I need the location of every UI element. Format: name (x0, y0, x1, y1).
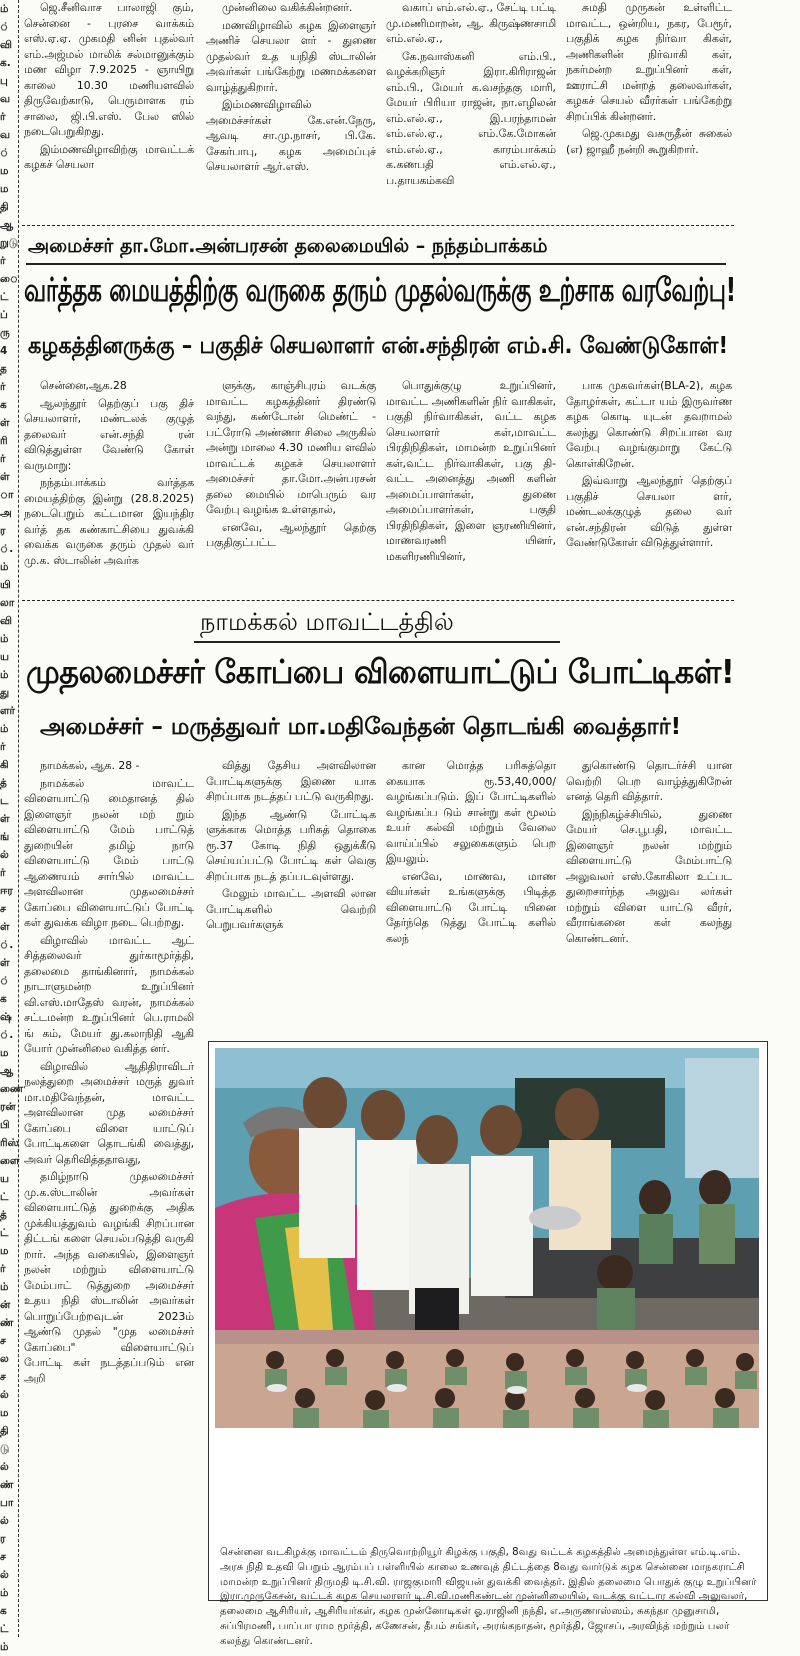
cut-text-fragment: ர (0, 1533, 6, 1545)
story1-kicker: அமைச்சர் தா.மோ.அன்பரசன் தலைமையில் – நந்தம்பாக்கம் (28, 235, 548, 257)
top-col-1 (24, 0, 194, 200)
cut-text-fragment: 4 (0, 345, 8, 357)
paragraph: வித்து தேசிய அளவிலான போட்டிகளுக்கு இணை யாக சிறப்பாக நடத்தப் பட்டு வருகிறது. (206, 759, 376, 803)
cut-text-fragment: பி (0, 1119, 10, 1131)
cut-text-fragment: க (0, 1605, 7, 1617)
cut-text-fragment: பு (0, 75, 8, 87)
paragraph: விழாவில் மாவட்ட ஆட் சித்தலைவர் துர்காமூர்த்தி, தலைமை தாங்கினார், நாமக்கல் நாடாளுமன்ற உறுப்பினர் வி.எஸ்.மாதேஸ் வரன், நாமக்கல் சட்டமன்ற உறுப்பினர் பெ.ராமலி ங் கம், மேயர் து.கலாநிதி ஆகி யோர் முன்னிலை வகித்த னர். (24, 933, 194, 1055)
cut-text-fragment: ம் (0, 561, 9, 573)
cut-text-fragment: ரி (0, 435, 8, 447)
cut-text-fragment: தி (0, 201, 9, 213)
cut-text-fragment: ர் (0, 453, 6, 465)
paragraph: பொதுக்குழு உறுப்பினர், மாவட்ட அணிகளின் நிர் வாகிகள், பகுதி நிர்வாகிகள், வட்ட கழக செயலாளர் கள்,மாவட்ட பிரதிநிதிகள், மாமன்ற உறுப்பினர் கள்,வட்ட நிர்வாகிகள், பகு தி-வட்ட அனைத்து அணி களின் அமைப்பாளர்கள், துணை அமைப்பாளர்கள், பகுதி பிரதிநிதிகள், இளை ஞரணியினர், மாணவரணி யினர், மகளிரணியினர், (386, 379, 556, 563)
paragraph: தமிழ்நாடு முதலமைச்சர் மு.க.ஸ்டாலின் அவர்கள் விளையாட்டுத் துறைக்கு அதிக முக்கியத்துவம் வழங்கி சிறப்பான திட்டங் களை செயல்படுத்தி வருகி றார். அந்த வகையில், இளைஞர் நலன் மற்றும் விளையாட்டு மேம்பாட் டுத்துறை அமைச்சர் உதய நிதி ஸ்டாலின் அவர்கள் பொறுப்பேற்றவுடன் 2023ம் ஆண்டு முதல் "முத லமைச்சர் கோப்பை" விளையாட்டுப் போட்டி கள் நடத்தப்படும் என அறி (24, 1170, 194, 1385)
cut-text-fragment: ர் (0, 255, 6, 267)
cut-text-fragment: ய (0, 1173, 10, 1185)
cut-text-fragment: ட் (0, 1623, 9, 1635)
cut-text-fragment: ரன் (0, 1101, 16, 1113)
cut-text-fragment: ் (0, 147, 10, 159)
paragraph: இம்மணவிழாவில் அமைச்சர்கள் கே.என்.நேரு, ஆவடி சா.மு.நாசர், பி.கே. சேகர்பாபு, கழக அமைப்புச் செயலாளர் ஆர்.எஸ். (206, 98, 376, 173)
cut-text-fragment: வ (0, 129, 11, 141)
cut-text-fragment: ள் (0, 417, 10, 429)
cut-text-fragment: ளர் (0, 705, 15, 717)
cut-text-fragment: த் (0, 1209, 7, 1221)
cut-text-fragment: அ (0, 507, 12, 519)
cut-text-fragment: டு (0, 1443, 10, 1455)
cut-text-fragment: ள் (0, 921, 10, 933)
paragraph: நாமக்கல் மாவட்ட விளையாட்டு மைதானத் தில் இளைஞர் நலன் மற் றும் விளையாட்டு மேம் பாட்டுத் துறையின் தமிழ் நாடு விளையாட்டு மேம் பாட்டு ஆணையம் சார்பில் மாவட்ட அளவிலான முதலமைச்சர் கோப்பை விளையாட்டுப் போட்டி கள் துவக்க விழா நடை பெற்றது. (24, 776, 194, 929)
cut-text-fragment: து (0, 687, 10, 699)
story2-kicker: நாமக்கல் மாவட்டத்தில் (200, 608, 454, 636)
story2-col-1 (24, 758, 194, 1633)
cut-text-fragment: றுடு (0, 237, 19, 249)
cut-text-fragment: ட் (0, 291, 9, 303)
cut-text-fragment: ச (0, 1551, 6, 1563)
cut-text-fragment: ஆ (0, 1065, 14, 1077)
story1-col-1 (24, 378, 194, 588)
story2-col-2 (206, 758, 376, 1028)
paragraph: இவ்வாறு ஆலந்தூர் தெற்குப் பகுதிச் செயலா ளர், மண்டலக்குழுத் தலை வர் என்.சந்திரன் விடுத் துள்ள வேண்டுகோள் விடுத்துள்ளார். (566, 474, 732, 549)
story2-col-4 (566, 758, 732, 1028)
paragraph: ஆலந்தூர் தெற்குப் பகு திச் செயலாளர், மண்டலக் குழுத் தலைவர் என்.சந்தி ரன் விடுத்துள்ள வேண்டு கோள் வருமாறு: (24, 396, 194, 472)
story1-col-2 (206, 378, 376, 588)
paragraph: சுமதி முருகன் உள்ளிட்ட மாவட்ட, ஒன்றிய, நகர, பேரூர், பகுதிக் கழக நிர்வா கிகள், அணிகளின் நிர்வாகி கள், நகர்மன்ற உறுப்பினர் கள், ஊராட்சி மன்றத் தலைவர்கள், கழகச் செயல் வீரர்கள் பங்கேற்று சிறப்பிக் கின்றனர். (566, 1, 732, 123)
cut-text-fragment: ரு (0, 327, 10, 339)
kicker-underline (194, 641, 560, 643)
cut-text-fragment: வி (0, 615, 12, 627)
paragraph: நாமக்கல், ஆக. 28 - (40, 759, 140, 772)
cut-text-fragment: ல் (0, 1569, 9, 1581)
photo-frame (208, 1041, 768, 1601)
cut-text-fragment: ல் (0, 1389, 9, 1401)
cut-text-fragment: ம (0, 1047, 9, 1059)
cut-text-fragment: ். (0, 543, 14, 555)
paragraph: இந்நிகழ்ச்சியில், துணை மேயர் செ.பூபதி, மாவட்ட இளைஞர் நலன் மற்றும் விளையாட்டு மேம்பாட்டு அலுவலர் எஸ்.கோகிலா உட்பட துறைசார்ந்த அலுவ லர்கள் மற்றும் விளை யாட்டு வீரர், வீராங்கனை கள் கலந்து கொண்டனர். (566, 807, 732, 945)
cut-text-fragment: ட் (0, 1191, 9, 1203)
story1-headline: வர்த்தக மையத்திற்கு வருகை தரும் முதல்வருக்கு உற்சாக வரவேற்பு! (24, 270, 736, 309)
left-cut-column (0, 0, 24, 1653)
kicker-underline (26, 263, 726, 265)
paragraph: கே.நவாஸ்கனி எம்.பி., வழக்கறிஞர் இரா.கிரிராஜன் எம்.பி., மேயர் க.வசந்தகு மாரி, மேயர் பிரியா ராஜன், நா.எழிலன் எம்.எல்.ஏ., இ.பரந்தாமன் எம்.எல்.ஏ., எம்.கே.மோகன் எம்.எல்.ஏ., காரம்பாக்கம் க.கணபதி எம்.எல்.ஏ., ப.தாயகம்கவி (386, 49, 556, 187)
cut-text-fragment: ர் (0, 867, 6, 879)
cut-text-fragment: ணை (0, 1083, 24, 1095)
cut-text-fragment: ர் (0, 1263, 6, 1275)
cut-text-fragment: ய (0, 651, 10, 663)
story2-col-3 (386, 758, 556, 1028)
cut-text-fragment: ர் (0, 111, 6, 123)
cut-text-fragment: கி (0, 759, 9, 771)
cut-text-fragment: ம் (0, 1641, 9, 1653)
cut-text-fragment: ர் (0, 741, 6, 753)
cut-text-fragment: ம (0, 1245, 9, 1257)
paragraph: இம்மணவிழாவிற்கு மாவட்டக் கழகச் செயலா (24, 142, 194, 171)
cut-text-fragment: லா (0, 597, 15, 609)
paragraph: துகொண்டு தொடர்ச்சி யான வெற்றி பெற வாழ்த்துகிறேன் எனத் தெரி வித்தார். (566, 759, 732, 803)
cut-text-fragment: ஆ (0, 219, 14, 231)
cut-text-fragment: ப் (0, 309, 8, 321)
cut-text-fragment: ் (0, 21, 10, 33)
cut-text-fragment: ஈர (0, 885, 13, 897)
top-col-2 (206, 0, 376, 200)
story2-subhead: அமைச்சர் – மருத்துவர் மா.மதிவேந்தன் தொடங்கி வைத்தார்! (40, 714, 682, 740)
cut-text-fragment: ள் (0, 471, 10, 483)
paragraph: நந்தம்பாக்கம் வர்த்தக மையத்திற்கு இன்று (28.8.2025) நடைபெறும் கட்டமான இயந்திர வர்த் தக கண்காட்சியை துவக்கி வைக்க வருகை தரும் முதல் வர் மு.க. ஸ்டாலின் அவர்க (24, 476, 194, 567)
cut-text-fragment: த் (0, 777, 7, 789)
cut-text-fragment: வி (0, 39, 12, 51)
cut-text-fragment: ல் (0, 1515, 9, 1527)
story2-headline: முதலமைச்சர் கோப்பை விளையாட்டுப் போட்டிகள்! (26, 652, 735, 691)
cut-text-fragment: ம் (0, 633, 9, 645)
cut-text-fragment: ரிஸ் (0, 1137, 19, 1149)
cut-text-fragment: ர (0, 525, 6, 537)
paragraph: பாக முகவர்கள்(BLA-2), கழக தோழர்கள், கட்டா யம் இருவர்ண கழக கொடி யுடன் தவறாமல் கலந்து கொண்டு சிறப்பான வர வேற்பு வழங்குமாறு கேட்டு கொள்கிறேன். (566, 379, 732, 470)
cut-text-fragment: க (0, 993, 7, 1005)
paragraph: முன்னிலை வகிக்கின்றனர். (222, 1, 353, 14)
cut-text-fragment: ம் (0, 1281, 9, 1293)
top-col-3 (386, 0, 556, 200)
paragraph: எனவே, ஆலந்தூர் தெற்கு பகுதிகுட்பட்ட (206, 520, 376, 549)
cut-text-fragment: ச (0, 1371, 6, 1383)
paragraph: வகாப் எம்.எல்.ஏ., சேட்டி பட்டி மு.மணிமாறன், ஆ. கிருஷ்ணசாமி எம்.எல்.ஏ., (386, 1, 556, 45)
cut-text-fragment: ா (0, 489, 14, 501)
cut-text-fragment: ண் (0, 1479, 14, 1491)
paragraph: ஜெ.முகமது வசுருதீன் சுகைல் (எ) ஜாஹீ நன்றி கூறுகிறார். (566, 127, 732, 156)
top-col-4 (566, 0, 732, 200)
cut-text-fragment: பா (0, 1497, 14, 1509)
paragraph: சென்னை,ஆக.28 (40, 379, 127, 392)
cut-text-fragment: ம (0, 183, 9, 195)
cut-text-fragment: ச (0, 1335, 6, 1347)
cut-text-fragment: ங் (0, 831, 10, 843)
cut-text-fragment: ். (0, 939, 14, 951)
cut-text-fragment: ன் (0, 1299, 11, 1311)
cut-text-fragment: வ (0, 93, 11, 105)
paragraph: ஜெ.சீனிவாச பாலாஜி கும், சென்னை - புரசை வாக்கம் எஸ்.ஏ.ஏ. முகமதி னின் புதல்வர் எம்.அஜ்மல் மாலிக் சல்மானுக்கும் மண விழா 7.9.2025 - ஞாயிறு காலை 10.30 மணியளவில் திருவேற்காடு, பெருமாளக ரம் சாலை, ஜி.பி.எஸ். பேல ஸில் நடைபெறுகிறது. (24, 1, 194, 138)
cut-text-fragment: ம் (0, 669, 9, 681)
cut-text-fragment: த (0, 363, 7, 375)
cut-text-fragment: க (0, 399, 7, 411)
cut-text-fragment: ல (0, 1353, 9, 1365)
cut-text-fragment: ட (0, 795, 9, 807)
column-divider (18, 0, 19, 1637)
cut-text-fragment: ம (0, 165, 9, 177)
cut-text-fragment: ம (0, 1407, 9, 1419)
story1-col-3 (386, 378, 556, 588)
paragraph: இந்த ஆண்டு போட்டிக ளுக்காக மொத்த பரிசுத் தொகை ரூ.37 கோடி நிதி ஒதுக்கீடு செய்யப்பட்டு போட்டி கள் வெகு சிறப்பாக நடத் தப்படவுள்ளது. (206, 807, 376, 883)
school-breakfast-photo (215, 1048, 773, 1548)
cut-text-fragment: ல் (0, 1461, 9, 1473)
paragraph: மேலும் மாவட்ட அளவி லான போட்டிகளில் வெற்றி பெறுபவர்களுக் (206, 887, 376, 931)
cut-text-fragment: ம் (0, 3, 9, 15)
cut-text-fragment: ் (0, 975, 10, 987)
cut-text-fragment: ை (0, 273, 18, 285)
paragraph: எனவே, மாணவ, மாண வியர்கள் உங்களுக்கு பிடித்த விளையாட்டு போட்டி யினை தேர்ந்தெ டுத்து போட்டி களில் கலந் (386, 869, 556, 945)
section-divider (22, 225, 734, 226)
paragraph: ளுக்கு, காஞ்சிபுரம் வடக்கு மாவட்ட கழகத்தினர் திரண்டு வந்து, கண்டோன் மெண்ட் - பட்ரோடு அண்ணா சிலை அருகில் அன்று மாலை 4.30 மணிய ளவில் மாவட்டக் கழகச் செயலாளர் அமைச்சர் தா.மோ.அன்பரசன் தலை மையில் மாபெரும் வர வேற்பு வழங்க உள்ளதால், (206, 379, 376, 516)
cut-text-fragment: ர் (0, 381, 6, 393)
cut-text-fragment: தி (0, 1425, 9, 1437)
cut-text-fragment: ல் (0, 849, 9, 861)
cut-text-fragment: ள் (0, 813, 10, 825)
cut-text-fragment: ளை (0, 1155, 20, 1167)
cut-text-fragment: யி (0, 579, 11, 591)
paragraph: விழாவில் ஆதிதிராவிடர் நலத்துறை அமைச்சர் மருத் துவர் மா.மதிவேந்தன், மாவட்ட அளவிலான முத லமைச்சர் கோப்பை விளை யாட்டுப் போட்டிகளை தொடங்கி வைத்து, அவர் தெரிவித்ததாவது, (24, 1059, 194, 1166)
story1-subhead: கழகத்தினருக்கு – பகுதிச் செயலாளர் என்.சந்திரன் எம்.சி. வேண்டுகோள்! (28, 333, 729, 359)
cut-text-fragment: ஷ் (0, 1011, 12, 1023)
story1-col-4 (566, 378, 732, 588)
cut-text-fragment: ம் (0, 723, 9, 735)
photo-caption: சென்னை வடகிழக்கு மாவட்டம் திருவொற்றியூர் கிழக்கு பகுதி, 8வது வட்டக் கழகத்தில் அமைந்துள்ள எம்.டி.எம். அரசு நிதி உதவி பெறும் ஆரம்பப் பள்ளியில் காலை உணவுத் திட்டத்தை 8வது வார்டுக் கழக சென்னை மாநகராட்சி மாமன்ற உறுப்பினர் திருமதி டி.சி.வி. ராஜகுமாரி விஜயன் துவக்கி வைத்தர். இதில் தலைமை பொதுக் குழு உறுப்பினர் இரா.முருகேசன், வட்டக் கழக செயலாளர் டி.சி.வி.மணிகண்டன் முன்னிலையில், வடக்கு வட்டார கல்வி அலுவலர், தலைமை ஆசிரியர், ஆசிரியர்கள், கழக முன்னோடிகள் ஓ.ராஜினி நந்தி, எ.அருணாஸ்ஸம், சுகந்தா முனுசாமி, சுப்பிரமணி, பாப்பா ராம மூர்த்தி, கணேசன், தீபம் சங்கர், அரங்கநாதன், மூர்த்தி, ஜோசப், அரவிந்த் மற்றும் பலர் கலந்து கொண்டனர். (220, 1547, 757, 1647)
paragraph: மணவிழாவில் கழக இளைஞர் அணிச் செயலா ளர் - துணை முதல்வர் உத யநிதி ஸ்டாலின் அவர்கள் பங்கேற்று மணமக்களை வாழ்த்துகிறார். (206, 18, 376, 94)
cut-text-fragment: ். (0, 1029, 14, 1041)
cut-text-fragment: ள் (0, 957, 10, 969)
cut-text-fragment: ண் (0, 1317, 14, 1329)
cut-text-fragment: க. (0, 57, 11, 69)
cut-text-fragment: ம் (0, 1587, 9, 1599)
section-divider (22, 600, 734, 601)
cut-text-fragment: ச (0, 903, 6, 915)
paragraph: கான மொத்த பரிசுத்தொ கையாக ரூ.53,40,000/ வழங்கப்படும். இப் போட்டிகளில் வழங்கப்ப டும் சான்று கள் மூலம் உயர் கல்வி மற்றும் வேலை வாய்ப்பில் சலுகைகளும் பெற இயலும். (386, 759, 556, 865)
cut-text-fragment: ட் (0, 1227, 9, 1239)
